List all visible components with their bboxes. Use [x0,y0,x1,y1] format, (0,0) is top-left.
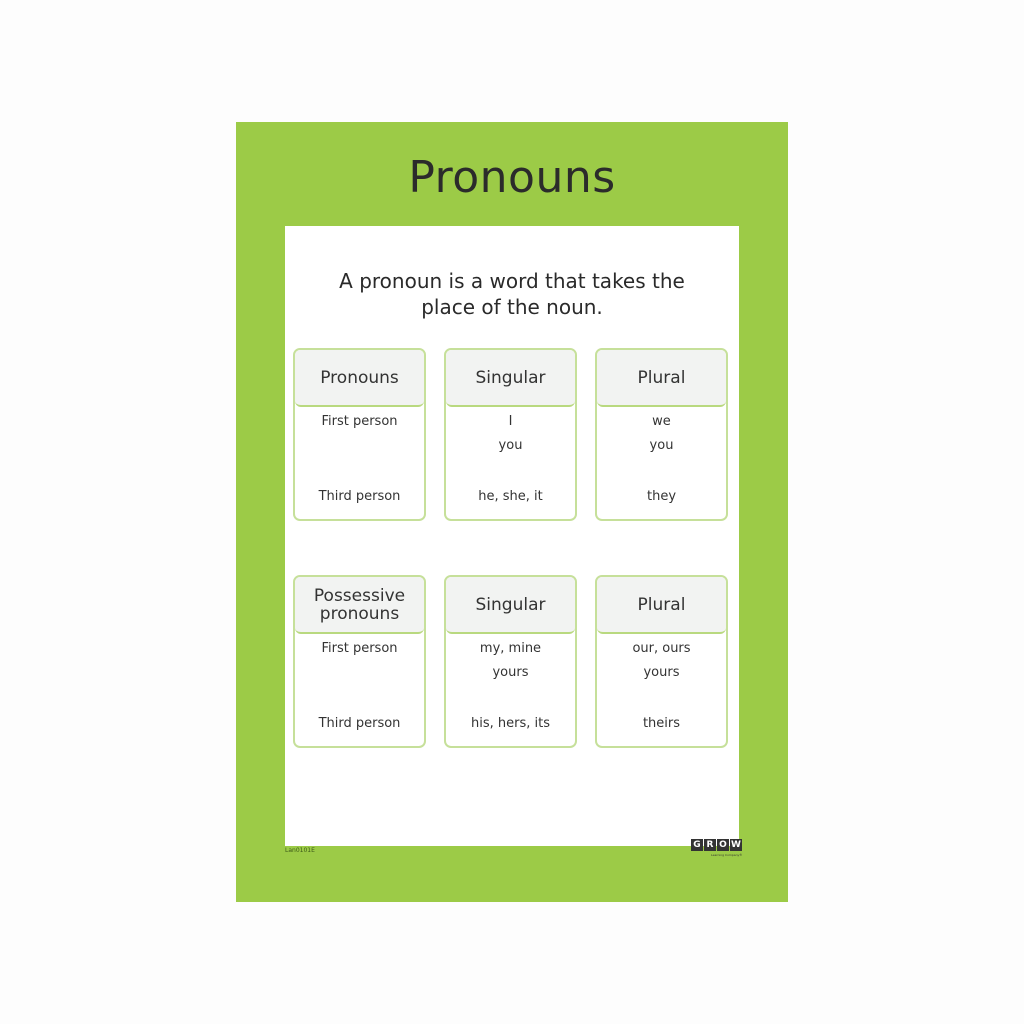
card-row-first-person: I [508,414,513,429]
logo-letter: R [704,839,716,851]
personal-label-card [293,348,426,521]
possessive-label-card [293,575,426,748]
logo-letter: G [691,839,703,851]
card-row-third-person: Third person [318,489,401,504]
poster [236,122,788,902]
card-row-first-person: First person [321,641,398,656]
card-row-first-person: our, ours [632,641,691,656]
logo-letter: O [717,839,729,851]
card-row-second: yours [492,665,529,680]
possessive-plural-card [595,575,728,748]
personal-plural-card [595,348,728,521]
card-row-third-person: theirs [642,716,681,731]
card-row-second: you [498,438,523,453]
card-row-third-person: he, she, it [478,489,543,504]
card-row-first-person: First person [321,414,398,429]
card-row-second: yours [643,665,680,680]
card-row-third-person: they [646,489,677,504]
possessive-singular-card [444,575,577,748]
card-header: Singular [446,350,575,407]
card-row-third-person: Third person [318,716,401,731]
card-header: Possessive pronouns [295,577,424,634]
poster-title: Pronouns [408,152,616,203]
card-header: Singular [446,577,575,634]
card-row-second: you [649,438,674,453]
card-row-first-person: my, mine [479,641,542,656]
card-header: Plural [597,577,726,634]
definition-text: A pronoun is a word that takes the place of the noun. [339,269,685,319]
card-row-first-person: we [652,414,671,429]
content-panel [285,226,739,846]
product-code: Lan0101E [285,847,315,854]
personal-singular-card [444,348,577,521]
logo-letter: W [731,840,741,850]
card-row-third-person: his, hers, its [471,716,550,731]
card-header: Plural [597,350,726,407]
logo-tagline: Learning Company® [711,853,743,857]
card-header: Pronouns [295,350,424,407]
grow-logo [691,839,742,851]
